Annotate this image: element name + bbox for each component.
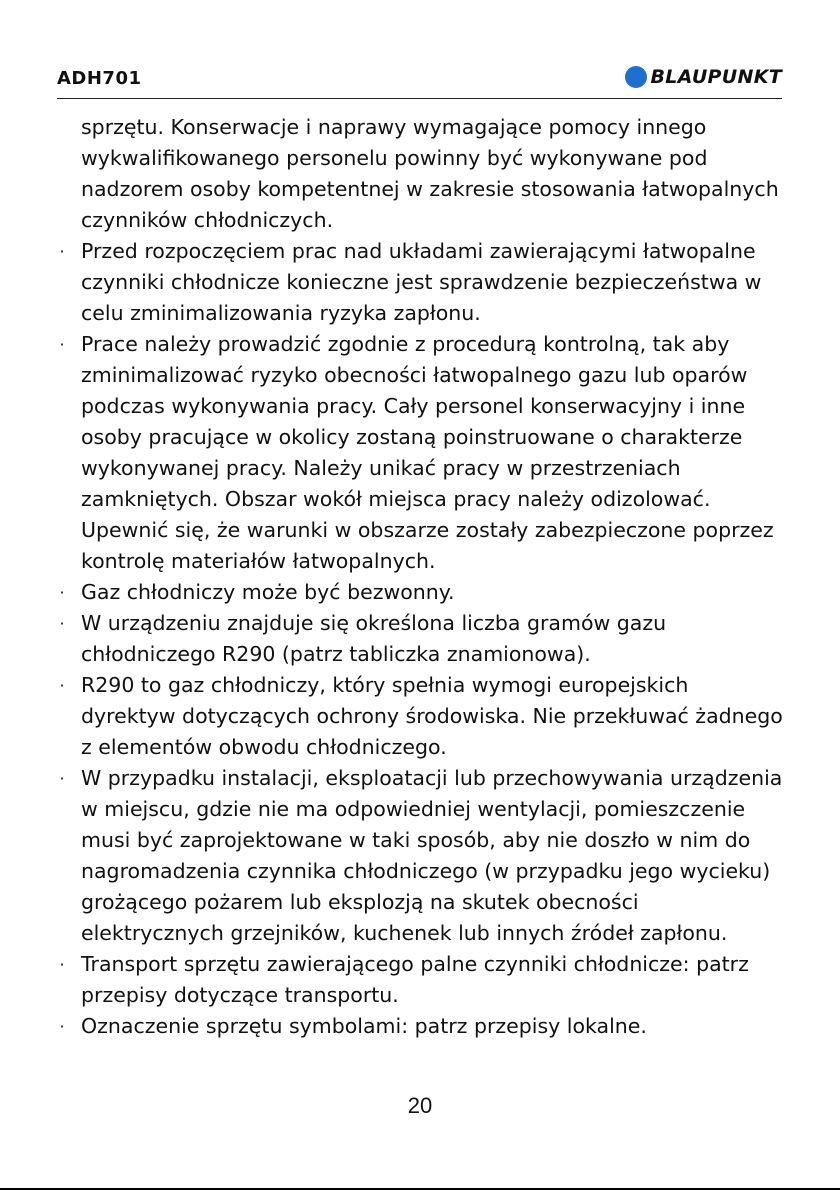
- brand-dot-icon: [625, 66, 647, 88]
- list-item-text: Transport sprzętu zawierającego palne czynniki chłodnicze: patrz przepisy dotyczące transportu.: [81, 952, 749, 1007]
- list-item: [56, 1011, 784, 1042]
- list-item-text: Przed rozpoczęciem prac nad układami zawierającymi łatwopalne czynniki chłodnicze konieczne jest sprawdzenie bezpieczeństwa w celu zminimalizowania ryzyka zapłonu.: [81, 239, 762, 325]
- continuation-paragraph: sprzętu. Konserwacje i naprawy wymagające pomocy innego wykwalifikowanego personelu powinny być wykonywane pod nadzorem osoby kompetentnej w zakresie stosowania łatwopalnych czynników chłodniczych.: [81, 115, 779, 232]
- bullet-icon: ·: [59, 769, 65, 788]
- bullet-icon: ·: [59, 955, 65, 974]
- safety-list: [56, 236, 784, 1042]
- page-number: 20: [407, 1093, 433, 1118]
- list-item: [56, 670, 784, 763]
- list-item-text: W urządzeniu znajduje się określona liczba gramów gazu chłodniczego R290 (patrz tabliczka znamionowa).: [81, 611, 667, 666]
- list-item: [56, 577, 784, 608]
- list-item-text: R290 to gaz chłodniczy, który spełnia wymogi europejskich dyrektyw dotyczących ochrony środowiska. Nie przekłuwać żadnego z elementów obwodu chłodniczego.: [81, 673, 783, 759]
- list-item: [56, 949, 784, 1011]
- page-header: [57, 66, 782, 99]
- bullet-icon: ·: [59, 676, 65, 695]
- model-label: ADH701: [57, 68, 142, 89]
- page-content: [56, 112, 784, 1042]
- bottom-divider: [0, 1188, 840, 1190]
- brand-logo: [625, 66, 782, 88]
- bullet-icon: ·: [59, 583, 65, 602]
- list-item-text: Prace należy prowadzić zgodnie z procedurą kontrolną, tak aby zminimalizować ryzyko obecności łatwopalnego gazu lub oparów podczas wykonywania pracy. Cały personel konserwacyjny i inne osoby pracujące w okolicy zostaną poinstruowane o charakterze wykonywanej pracy. Należy unikać pracy w przestrzeniach zamkniętych. Obszar wokół miejsca pracy należy odizolować. Upewnić się, że warunki w obszarze zostały zabezpieczone poprzez kontrolę materiałów łatwopalnych.: [81, 332, 774, 573]
- bullet-icon: ·: [59, 335, 65, 354]
- list-item: [56, 236, 784, 329]
- list-item-text: Gaz chłodniczy może być bezwonny.: [81, 580, 455, 604]
- list-item-text: W przypadku instalacji, eksploatacji lub przechowywania urządzenia w miejscu, gdzie nie ma odpowiedniej wentylacji, pomieszczenie musi być zaprojektowane w taki sposób, aby nie doszło w nim do nagromadzenia czynnika chłodniczego (w przypadku jego wycieku) grożącego pożarem lub eksplozją na skutek obecności elektrycznych grzejników, kuchenek lub innych źródeł zapłonu.: [81, 766, 783, 945]
- brand-name: BLAUPUNKT: [650, 66, 782, 88]
- list-item: [56, 763, 784, 949]
- bullet-icon: ·: [59, 614, 65, 633]
- list-item-text: Oznaczenie sprzętu symbolami: patrz przepisy lokalne.: [81, 1014, 647, 1038]
- list-item: [56, 329, 784, 577]
- bullet-icon: ·: [59, 1017, 65, 1036]
- list-item: [56, 608, 784, 670]
- bullet-icon: ·: [59, 242, 65, 261]
